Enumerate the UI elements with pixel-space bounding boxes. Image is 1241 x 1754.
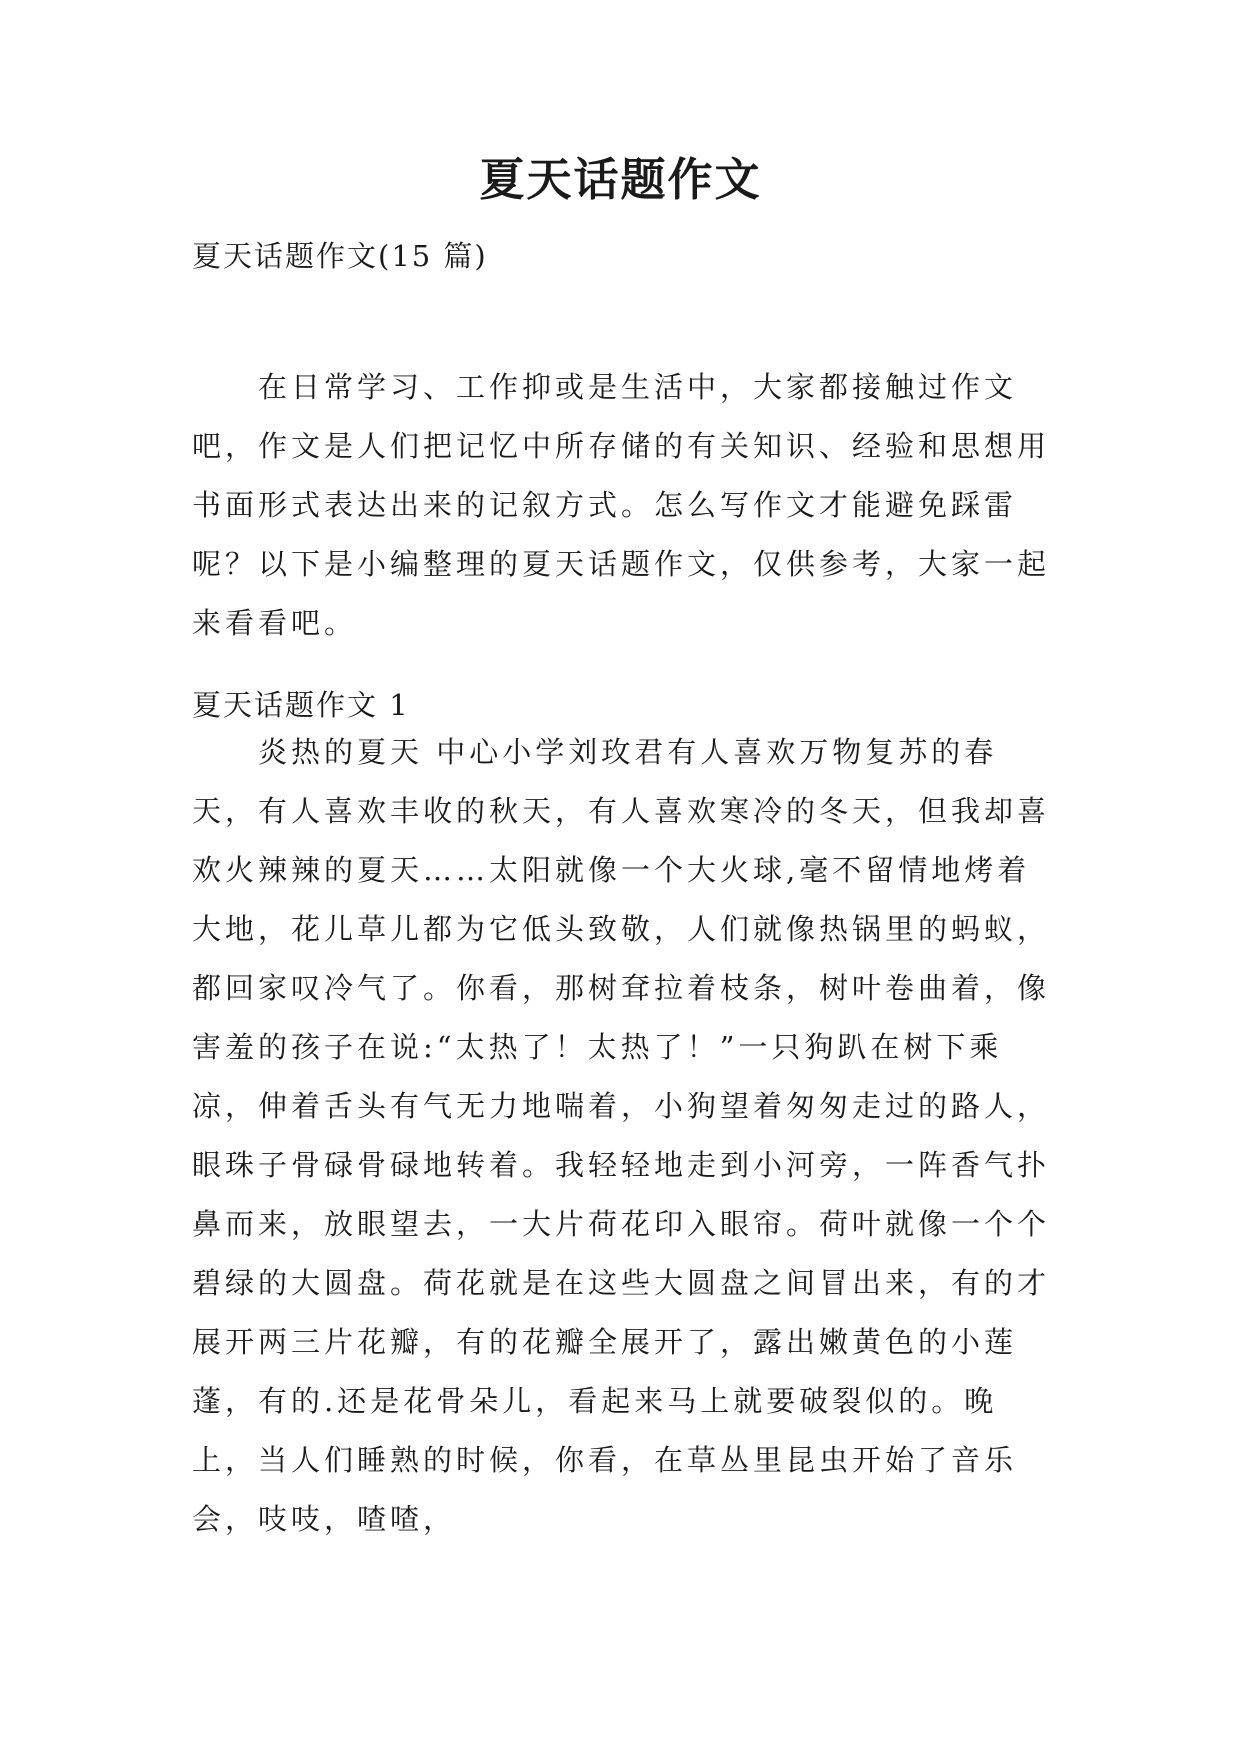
document-title: 夏天话题作文	[479, 153, 762, 206]
essay-1-body: 炎热的夏天 中心小学刘玫君有人喜欢万物复苏的春天，有人喜欢丰收的秋天，有人喜欢寒冷的冬天，但我却喜欢火辣辣的夏天……太阳就像一个大火球,毫不留情地烤着大地，花儿草儿都为它低头致敬，人们就像热锅里的蚂蚁，都回家叹冷气了。你看，那树耷拉着枝条，树叶卷曲着，像害羞的孩子在说:“太热了！太热了！”一只狗趴在树下乘凉，伸着舌头有气无力地喘着，小狗望着匆匆走过的路人，眼珠子骨碌骨碌地转着。我轻轻地走到小河旁，一阵香气扑鼻而来，放眼望去，一大片荷花印入眼帘。荷叶就像一个个碧绿的大圆盘。荷花就是在这些大圆盘之间冒出来，有的才展开两三片花瓣，有的花瓣全展开了，露出嫩黄色的小莲蓬，有的.还是花骨朵儿，看起来马上就要破裂似的。晚上，当人们睡熟的时候，你看，在草丛里昆虫开始了音乐会，吱吱，喳喳，	[192, 735, 1051, 1536]
document-subtitle: 夏天话题作文(15 篇)	[192, 239, 488, 273]
essay-1-heading: 夏天话题作文 1	[192, 688, 410, 722]
intro-paragraph: 在日常学习、工作抑或是生活中，大家都接触过作文吧，作文是人们把记忆中所存储的有关知识、经验和思想用书面形式表达出来的记叙方式。怎么写作文才能避免踩雷呢？以下是小编整理的夏天话题作文，仅供参考，大家一起来看看吧。	[192, 370, 1051, 640]
